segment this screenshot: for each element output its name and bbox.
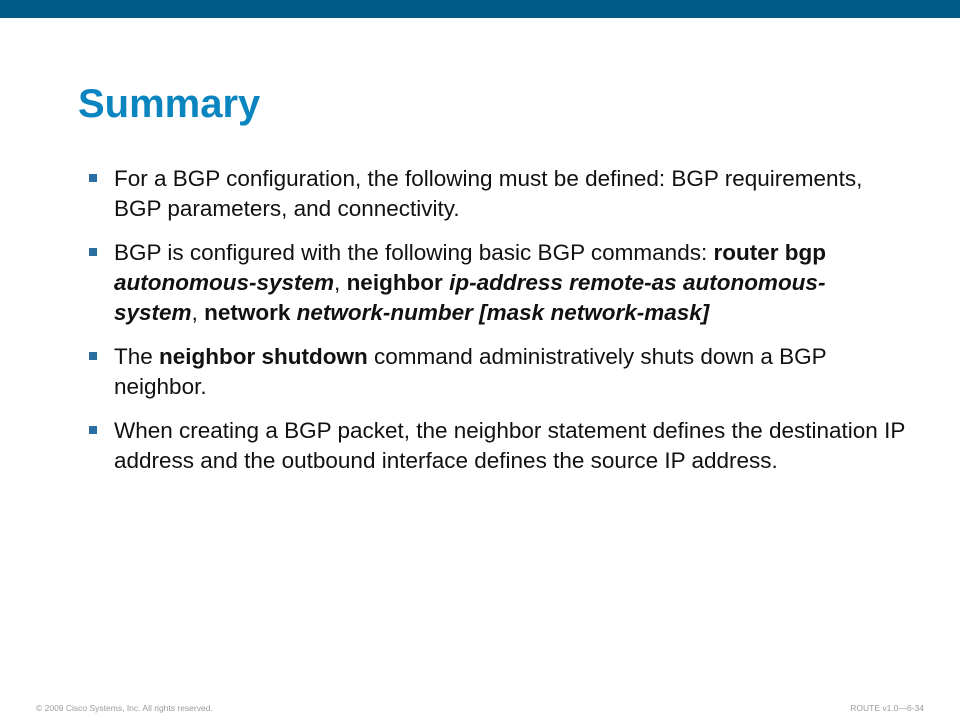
command-argument: network-number bbox=[296, 300, 473, 325]
square-bullet-icon bbox=[89, 426, 97, 434]
command-argument: remote-as bbox=[569, 270, 677, 295]
bullet-item bbox=[88, 238, 908, 328]
square-bullet-icon bbox=[89, 352, 97, 360]
bullet-item bbox=[88, 416, 908, 476]
slide-title: Summary bbox=[78, 82, 261, 126]
bullet-item bbox=[88, 342, 908, 402]
square-bullet-icon bbox=[89, 174, 97, 182]
bullet-text: The bbox=[114, 344, 160, 369]
bullet-text: , bbox=[334, 270, 347, 295]
bullet-text: BGP is configured with the following basic BGP commands: bbox=[114, 240, 714, 265]
top-band bbox=[0, 0, 960, 18]
command-keyword: network bbox=[204, 300, 291, 325]
command-argument: ip-address bbox=[449, 270, 563, 295]
command-keyword: neighbor shutdown bbox=[159, 344, 368, 369]
bullet-item bbox=[88, 164, 908, 224]
square-bullet-icon bbox=[89, 248, 97, 256]
bullet-text: command administratively shuts down a BGP neighbor. bbox=[114, 344, 827, 399]
slide-number-footer: ROUTE v1.0—6-34 bbox=[850, 703, 924, 713]
bullet-text: When creating a BGP packet, the neighbor statement defines the destination IP address and the outbound interface defines the source IP address. bbox=[114, 418, 905, 473]
bullet-list bbox=[88, 164, 908, 490]
command-keyword: router bgp bbox=[713, 240, 826, 265]
command-argument: network-mask] bbox=[550, 300, 710, 325]
command-argument: autonomous-system bbox=[114, 270, 826, 325]
copyright-footer: © 2009 Cisco Systems, Inc. All rights reserved. bbox=[36, 703, 213, 713]
command-keyword: neighbor bbox=[346, 270, 443, 295]
command-argument: [mask bbox=[479, 300, 545, 325]
bullet-text: , bbox=[191, 300, 205, 325]
bullet-text: For a BGP configuration, the following must be defined: BGP requirements, BGP parameters, and connectivity. bbox=[114, 166, 863, 221]
command-argument: autonomous-system bbox=[114, 270, 335, 295]
